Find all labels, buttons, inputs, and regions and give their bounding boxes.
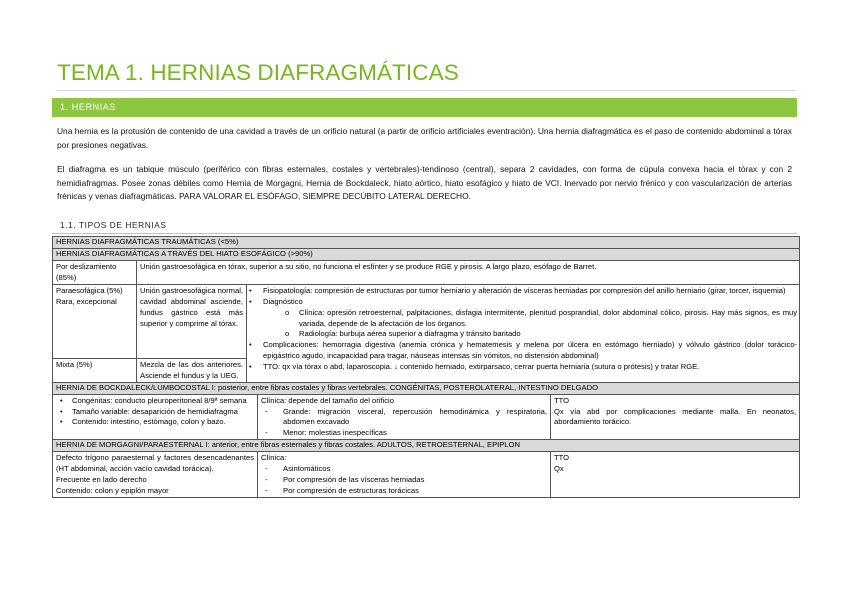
treatment-text: Qx vía abd por complicaciones mediante malla. En neonatos, abordamiento torácico. [554,406,797,427]
list-item [249,340,797,362]
title-divider [56,90,796,91]
treatment-text: Qx [554,464,564,474]
list-item [249,286,797,297]
intro-paragraph: Una hernia es la protusión de contenido de una cavidad a través de un orificio natural (a partir de orificio artificiales eventración). Una hernia diafragmática es el paso de contenido abdominal a tórax por presiones negativas. [57,126,792,150]
sub-bullet-icon: o [285,329,290,339]
dash-icon: - [265,464,268,474]
dash-icon: - [265,406,268,416]
dash-icon: - [265,485,268,495]
sub-bullet-icon: o [285,307,290,317]
treatment-title: TTO [554,395,570,405]
hiatal-hernias-header: HERNIAS DIAFRAGMÁTICAS A TRAVÉS DEL HIATO ESOFÁGICO (>90%) [53,249,800,261]
paraesophageal-hernia-description: Unión gastroesofágica normal, cavidad abdominal asciende, fundus gástrico está más superior y comprime al tórax. [137,284,247,358]
list-item [249,308,797,330]
list-item: - Por compresión de estructuras torácicas [261,486,547,497]
section-header: 1. HERNIAS [52,98,797,117]
diagnosis-text: Diagnóstico [263,296,303,306]
list-item [249,297,797,308]
bullet-icon: • [249,285,252,295]
list-item: - Grande: migración visceral, repercusión hemodinámica y respiratoria, abdomen excavado [261,407,547,429]
bullet-icon: • [60,406,63,416]
list-item: Frecuente en lado derecho [56,475,147,485]
bullet-icon: • [249,296,252,306]
list-item: Contenido: colon y epiplón mayor [56,485,169,495]
subsection-header: 1.1. TIPOS DE HERNIAS [52,218,797,234]
list-item: - Por compresión de las vísceras herniadas [261,475,547,486]
list-item: Defecto trígono paraesternal y factores desencadenantes (HT abdominal, acción vacío cavidad torácica). [56,453,254,474]
mixed-hernia-label: Mixta (5%) [53,358,137,382]
list-item: - Asintomáticos [261,464,547,475]
mixed-hernia-description: Mezcla de las dos anteriores. Asciende el fundus y la UEG. [137,358,247,382]
list-item: - Menor: molestias inespecíficas [261,428,547,439]
bullet-icon: • [60,395,63,405]
morgagni-features [53,452,258,498]
intro-paragraph: El diafragma es un tabique músculo (periférico con fibras esternales, costales y vertebrales)-tendinoso (central), separa 2 cavidades, con forma de cúpula convexa hacia el tórax y con 2 hemidiafragmas. Posee zonas débiles como Hernia de Morgagni, Hernia de Bockdaleck, hiato aórtico, hiato esofágico y hiato de VCI. Inervado por nervio frénico y con vascularización de arterias frénicas y venas diafragmáticas. PARA VALORAR EL ESÓFAGO, SIEMPRE DECÚBITO LATERAL DERECHO. [57,164,792,201]
list-item [249,362,797,373]
paraesophageal-hernia-label: Paraesofágica (5%) Rara, excepcional [53,284,137,358]
morgagni-hernia-header: HERNIA DE MORGAGNI/PARAESTERNAL I: anterior, entre fibras esternales y fibras costales. ADULTOS, RETROESTERNAL, EPIPLON [53,440,800,452]
hiatal-hernia-details [247,284,800,382]
bockdaleck-features [53,394,258,440]
morgagni-treatment [551,452,800,498]
clinical-text: Clínica: opresión retroesternal, palpitaciones, disfagia intermitente, plenitud posprandial, dolor abdominal cólico, pirosis. Hay más signos, es muy variada, depende de la afectación de los órganos. [299,307,798,328]
morgagni-clinical [258,452,551,498]
bockdaleck-treatment [551,394,800,440]
list-item: • Tamaño variable: desaparición de hemidiafragma [56,407,254,418]
page-title: TEMA 1. HERNIAS DIAFRAGMÁTICAS [57,60,459,85]
hernia-types-table [52,236,800,498]
treatment-text: TTO: qx vía tórax o abd, laparoscopia. ↓ contenido herniado, extirparsaco, cerrar puerta herniaria (sutura o prótesis) y tratar RGE. [263,362,700,372]
bullet-icon: • [60,417,63,427]
dash-icon: - [265,428,268,438]
sliding-hernia-label: Por deslizamiento (85%) [53,261,137,285]
bockdaleck-clinical [258,394,551,440]
clinical-title: Clínica: depende del tamaño del orificio [261,395,394,405]
list-item: • Contenido: intestino, estómago, colon y bazo. [56,417,254,428]
bockdaleck-hernia-header: HERNIA DE BOCKDALECK/LUMBOCOSTAL I: posterior, entre fibras costales y fibras vertebrales. CONGÉNITAS, POSTEROLATERAL, INTESTINO DELGADO [53,382,800,394]
pathophysiology-text: Fisiopatología: compresión de estructuras por tumor herniario y alteración de vísceras herniadas por compresión del anillo herniario (girar, torcer, isquemia) [263,285,786,295]
bullet-icon: • [249,362,252,372]
sliding-hernia-description: Unión gastroesofágica en tórax, superior a su sitio, no funciona el esfínter y se produce RGE y pirosis. A largo plazo, esófago de Barret. [137,261,800,285]
clinical-title: Clínica: [261,453,287,463]
radiology-text: Radiología: burbuja aérea superior a diafragma y tránsito baritado [299,329,521,339]
dash-icon: - [265,475,268,485]
complications-text: Complicaciones: hemorragia digestiva (anemia crónica y hematemesis y melena por úlcera en estómago herniado) y vólvulo gástrico (dolor torácico-epigástrico agudo, incapacidad para tragar, náuseas intensas sin vómitos, no distensión abdominal) [263,340,798,361]
treatment-title: TTO [554,453,570,463]
list-item: • Congénitas: conducto pleuroperitoneal 8/9ª semana [56,396,254,407]
traumatic-hernias-header: HERNIAS DIAFRAGMÁTICAS TRAUMÁTICAS (<5%) [53,237,800,249]
bullet-icon: • [249,340,252,350]
list-item [249,329,797,340]
